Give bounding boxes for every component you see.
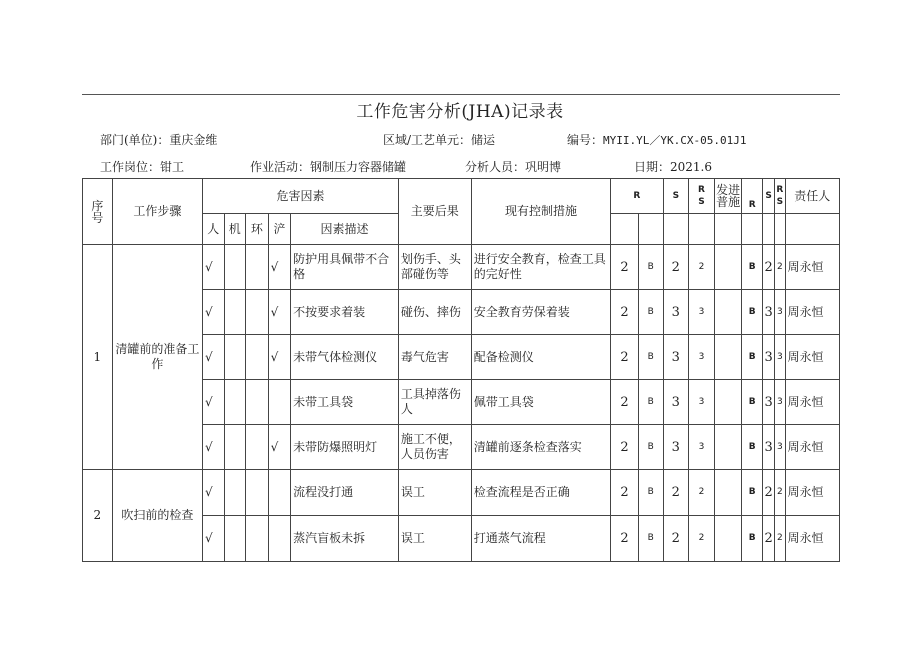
analyst-field xyxy=(465,158,561,175)
machine-check xyxy=(224,335,246,380)
s2-value: 3 xyxy=(762,290,774,335)
s-value: B xyxy=(638,335,663,380)
s2-sub xyxy=(762,214,774,245)
code-label: 编号： xyxy=(567,133,604,147)
r-value: 2 xyxy=(611,516,639,562)
control-header: 现有控制措施 xyxy=(471,179,610,245)
consequence-cell: 误工 xyxy=(398,470,471,516)
hazard-desc: 流程没打通 xyxy=(291,470,399,516)
area-field xyxy=(383,131,495,148)
suggest-cell xyxy=(714,335,742,380)
consequence-cell: 毒气危害 xyxy=(398,335,471,380)
rs2-header-bottom: S xyxy=(776,197,784,207)
owner-sub xyxy=(785,214,839,245)
rs-value: 2 xyxy=(663,516,689,562)
code-value: MYII.YL／YK.CX-05.01J1 xyxy=(603,134,747,147)
r2-value: B xyxy=(742,245,763,290)
area-label: 区域/工艺单元： xyxy=(383,133,472,147)
person-header: 人 xyxy=(202,214,224,245)
hazard-desc: 不按要求着装 xyxy=(291,290,399,335)
suggest-cell xyxy=(714,380,742,425)
seq-header xyxy=(83,179,113,245)
owner-cell: 周永恒 xyxy=(785,290,839,335)
table-row xyxy=(83,470,840,516)
step-header: 工作步骤 xyxy=(112,179,202,245)
person-check: √ xyxy=(202,425,224,470)
post-field xyxy=(100,158,184,175)
r2-value: B xyxy=(742,335,763,380)
hazard-desc: 防护用具佩带不合格 xyxy=(291,245,399,290)
suggest-sub xyxy=(714,214,742,245)
control-cell: 佩带工具袋 xyxy=(471,380,610,425)
r2-value: B xyxy=(742,380,763,425)
r-header: R xyxy=(611,179,663,214)
r-value: 2 xyxy=(611,380,639,425)
step-cell: 吹扫前的检查 xyxy=(112,470,202,562)
activity-value: 钢制压力容器储罐 xyxy=(310,160,407,174)
suggest-cell xyxy=(714,290,742,335)
rs-small-value: 3 xyxy=(689,425,715,470)
suggest-cell xyxy=(714,245,742,290)
mgmt-check: √ xyxy=(268,425,291,470)
rs-small-value: 2 xyxy=(689,516,715,562)
rs2-value: 3 xyxy=(775,380,785,425)
suggest-header xyxy=(714,179,742,214)
person-check: √ xyxy=(202,380,224,425)
machine-header: 机 xyxy=(224,214,246,245)
rs2-value: 3 xyxy=(775,290,785,335)
rs2-header xyxy=(775,179,785,214)
r-value: 2 xyxy=(611,470,639,516)
desc-header: 因素描述 xyxy=(291,214,399,245)
s2-value: 2 xyxy=(762,470,774,516)
rs2-header-top: R xyxy=(776,185,784,195)
step-cell: 清罐前的准备工作 xyxy=(112,245,202,470)
r2-value: B xyxy=(742,470,763,516)
rs-small-value: 3 xyxy=(689,380,715,425)
machine-check xyxy=(224,290,246,335)
rs-value: 2 xyxy=(663,470,689,516)
s-value: B xyxy=(638,290,663,335)
suggest-cell xyxy=(714,470,742,516)
date-label: 日期： xyxy=(634,160,671,174)
mgmt-check: √ xyxy=(268,245,291,290)
s-sub xyxy=(663,214,689,245)
rs2-value: 3 xyxy=(775,335,785,380)
control-cell: 清罐前逐条检查落实 xyxy=(471,425,610,470)
control-cell: 配备检测仪 xyxy=(471,335,610,380)
jha-table xyxy=(82,178,840,562)
s2-value: 3 xyxy=(762,380,774,425)
hazard-desc: 未带气体检测仪 xyxy=(291,335,399,380)
s2-value: 2 xyxy=(762,516,774,562)
suggest-header-bottom: 普施 xyxy=(716,195,741,209)
machine-check xyxy=(224,425,246,470)
consequence-header: 主要后果 xyxy=(398,179,471,245)
env-header: 环 xyxy=(246,214,269,245)
s-value: B xyxy=(638,245,663,290)
rs-value: 2 xyxy=(663,245,689,290)
machine-check xyxy=(224,380,246,425)
rs2-value: 2 xyxy=(775,245,785,290)
owner-cell: 周永恒 xyxy=(785,516,839,562)
top-rule xyxy=(82,94,840,95)
s-header: S xyxy=(663,179,689,214)
owner-header: 责任人 xyxy=(785,179,839,214)
control-cell: 安全教育劳保着装 xyxy=(471,290,610,335)
person-check: √ xyxy=(202,290,224,335)
dept-field xyxy=(100,131,217,148)
s-value: B xyxy=(638,380,663,425)
r2-value: B xyxy=(742,516,763,562)
env-check xyxy=(246,290,269,335)
seq-cell: 1 xyxy=(83,245,113,470)
r-sub-a xyxy=(611,214,639,245)
date-value: 2021.6 xyxy=(670,160,713,174)
r-sub-b xyxy=(638,214,663,245)
s2-header: S xyxy=(762,179,774,214)
rs-header xyxy=(689,179,715,214)
rs-value: 3 xyxy=(663,380,689,425)
date-field xyxy=(634,158,712,175)
person-check: √ xyxy=(202,335,224,380)
owner-cell: 周永恒 xyxy=(785,335,839,380)
rs-small-value: 3 xyxy=(689,290,715,335)
rs-small-value: 2 xyxy=(689,245,715,290)
control-cell: 进行安全教育，检查工具的完好性 xyxy=(471,245,610,290)
owner-cell: 周永恒 xyxy=(785,380,839,425)
mgmt-check xyxy=(268,470,291,516)
s-value: B xyxy=(638,470,663,516)
owner-cell: 周永恒 xyxy=(785,425,839,470)
area-value: 储运 xyxy=(471,133,496,147)
header-row xyxy=(83,179,840,214)
rs-small-value: 3 xyxy=(689,335,715,380)
mgmt-check xyxy=(268,516,291,562)
s2-value: 2 xyxy=(762,245,774,290)
person-check: √ xyxy=(202,470,224,516)
rs-sub xyxy=(689,214,715,245)
r2-value: B xyxy=(742,425,763,470)
consequence-cell: 误工 xyxy=(398,516,471,562)
rs-header-bottom: S xyxy=(698,197,705,207)
consequence-cell: 施工不便，人员伤害 xyxy=(398,425,471,470)
env-check xyxy=(246,516,269,562)
machine-check xyxy=(224,470,246,516)
activity-field xyxy=(250,158,406,175)
post-label: 工作岗位： xyxy=(100,160,161,174)
consequence-cell: 划伤手、头部碰伤等 xyxy=(398,245,471,290)
control-cell: 检查流程是否正确 xyxy=(471,470,610,516)
r2-header: R xyxy=(742,179,763,214)
activity-label: 作业活动： xyxy=(250,160,311,174)
r2-value: B xyxy=(742,290,763,335)
s2-value: 3 xyxy=(762,335,774,380)
hazard-desc: 未带防爆照明灯 xyxy=(291,425,399,470)
rs-small-value: 2 xyxy=(689,470,715,516)
hazard-header: 危害因素 xyxy=(202,179,398,214)
rs-value: 3 xyxy=(663,425,689,470)
hazard-desc: 蒸汽盲板未拆 xyxy=(291,516,399,562)
rs-header-top: R xyxy=(697,185,705,195)
suggest-cell xyxy=(714,516,742,562)
rs-value: 3 xyxy=(663,290,689,335)
rs2-sub xyxy=(775,214,785,245)
table-row xyxy=(83,245,840,290)
suggest-header-top: 发进 xyxy=(716,183,741,197)
s-value: B xyxy=(638,425,663,470)
r-value: 2 xyxy=(611,290,639,335)
suggest-cell xyxy=(714,425,742,470)
person-check: √ xyxy=(202,245,224,290)
env-check xyxy=(246,425,269,470)
mgmt-check: √ xyxy=(268,290,291,335)
owner-cell: 周永恒 xyxy=(785,245,839,290)
post-value: 钳工 xyxy=(160,160,185,174)
mgmt-check: √ xyxy=(268,335,291,380)
seq-cell: 2 xyxy=(83,470,113,562)
r-value: 2 xyxy=(611,335,639,380)
consequence-cell: 工具掉落伤人 xyxy=(398,380,471,425)
analyst-value: 巩明博 xyxy=(525,160,562,174)
person-check: √ xyxy=(202,516,224,562)
rs-value: 3 xyxy=(663,335,689,380)
s-value: B xyxy=(638,516,663,562)
page-title: 工作危害分析(JHA)记录表 xyxy=(356,102,564,122)
env-check xyxy=(246,470,269,516)
rs2-value: 2 xyxy=(775,470,785,516)
machine-check xyxy=(224,516,246,562)
r-value: 2 xyxy=(611,425,639,470)
r-value: 2 xyxy=(611,245,639,290)
mgmt-header: 浐 xyxy=(268,214,291,245)
hazard-desc: 未带工具袋 xyxy=(291,380,399,425)
s2-value: 3 xyxy=(762,425,774,470)
rs2-value: 3 xyxy=(775,425,785,470)
dept-value: 重庆金维 xyxy=(169,133,218,147)
code-field xyxy=(567,131,746,148)
control-cell: 打通蒸气流程 xyxy=(471,516,610,562)
mgmt-check xyxy=(268,380,291,425)
seq-header-bottom: 号 xyxy=(91,210,104,225)
env-check xyxy=(246,335,269,380)
dept-label: 部门(单位)： xyxy=(100,133,170,147)
machine-check xyxy=(224,245,246,290)
owner-cell: 周永恒 xyxy=(785,470,839,516)
env-check xyxy=(246,245,269,290)
analyst-label: 分析人员： xyxy=(465,160,526,174)
r2-sub xyxy=(742,214,763,245)
consequence-cell: 碰伤、摔伤 xyxy=(398,290,471,335)
env-check xyxy=(246,380,269,425)
seq-header-top: 序 xyxy=(91,198,104,213)
rs2-value: 2 xyxy=(775,516,785,562)
